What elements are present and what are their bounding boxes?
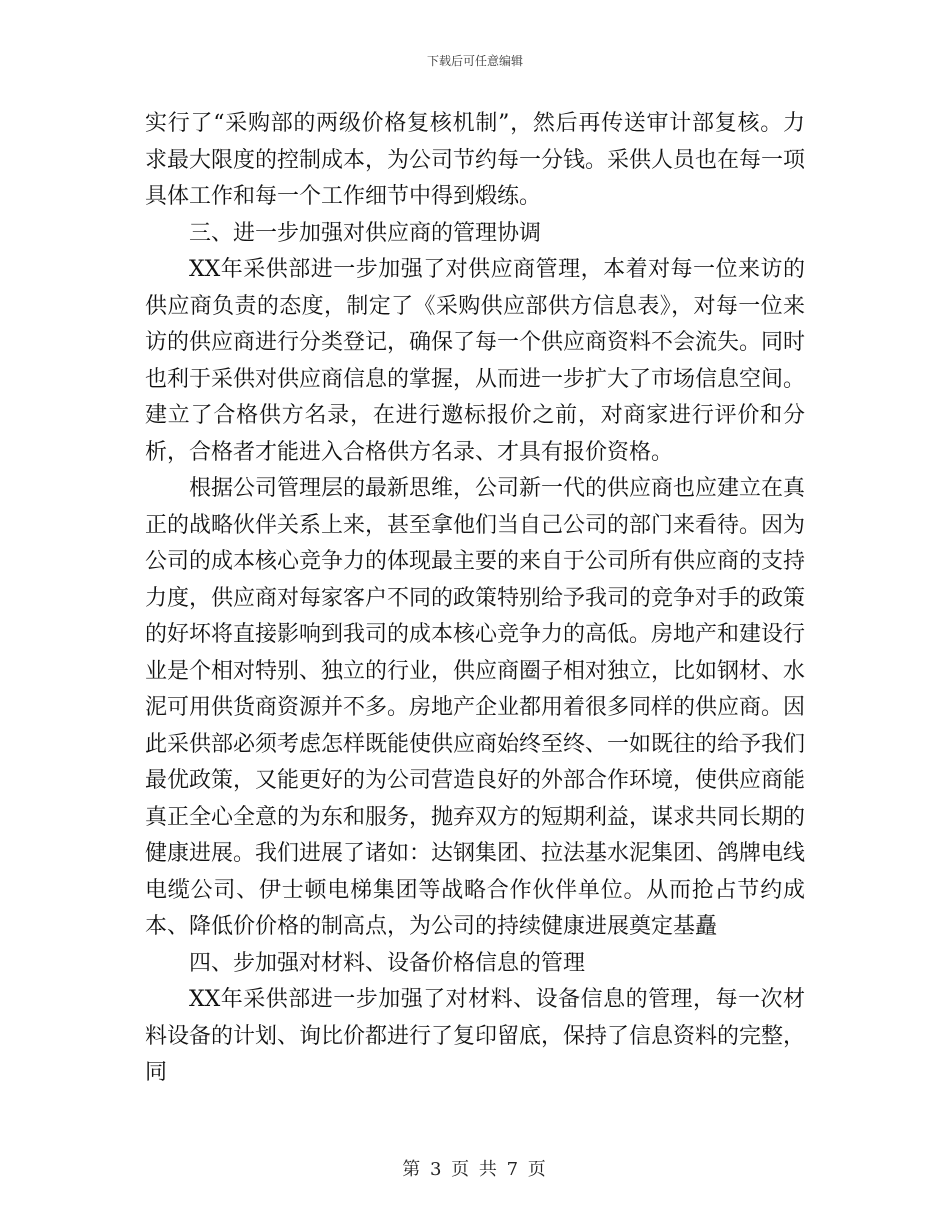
section-heading-4: 四、步加强对材料、设备价格信息的管理: [189, 950, 586, 976]
paragraph-price-info: XX年采供部进一步加强了对材料、设备信息的管理，每一次材料设备的计划、询比价都进行了复印留底，保持了信息资料的完整，同: [145, 987, 806, 1085]
paragraph-continuation: 实行了“采购部的两级价格复核机制”，然后再传送审计部复核。力求最大限度的控制成本，为公司节约每一分钱。采供人员也在每一项具体工作和每一个工作细节中得到煅练。: [145, 111, 806, 209]
document-body: [145, 106, 805, 1092]
section-heading-3: 三、进一步加强对供应商的管理协调: [189, 220, 542, 246]
page-number: 第 3 页 共 7 页: [402, 1159, 548, 1180]
page-header-note: 下载后可任意编辑: [426, 54, 523, 68]
paragraph-supplier-management: XX年采供部进一步加强了对供应商管理，本着对每一位来访的供应商负责的态度，制定了《采购供应部供方信息表》，对每一位来访的供应商进行分类登记，确保了每一个供应商资料不会流失。同时也利于采供对供应商信息的掌握，从而进一步扩大了市场信息空间。建立了合格供方名录，在进行邀标报价之前，对商家进行评价和分析，合格者才能进入合格供方名录、才具有报价资格。: [145, 257, 806, 465]
paragraph-strategic-partners: 根据公司管理层的最新思维，公司新一代的供应商也应建立在真正的战略伙伴关系上来，甚至拿他们当自己公司的部门来看待。因为公司的成本核心竞争力的体现最主要的来自于公司所有供应商的支持力度，供应商对每家客户不同的政策特别给予我司的竞争对手的政策的好坏将直接影响到我司的成本核心竞争力的高低。房地产和建设行业是个相对特别、独立的行业，供应商圈子相对独立，比如钢材、水泥可用供货商资源并不多。房地产企业都用着很多同样的供应商。因此采供部必须考虑怎样既能使供应商始终至终、一如既往的给予我们最优政策，又能更好的为公司营造良好的外部合作环境，使供应商能真正全心全意的为东和服务，抛弃双方的短期利益，谋求共同长期的健康进展。我们进展了诸如：达钢集团、拉法基水泥集团、鸽牌电线电缆公司、伊士顿电梯集团等战略合作伙伴单位。从而抢占节约成本、降低价价格的制高点，为公司的持续健康进展奠定基矗: [145, 476, 806, 939]
